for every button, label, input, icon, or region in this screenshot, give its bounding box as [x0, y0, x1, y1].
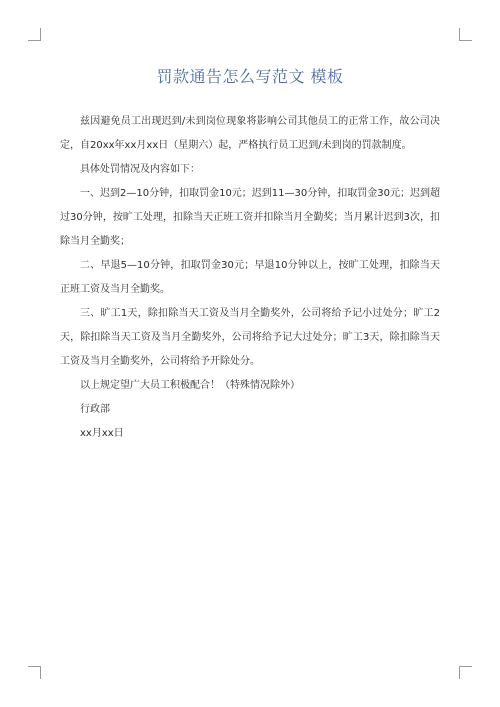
page-corner-mark-top-right: [459, 28, 472, 41]
signature-date: xx月xx日: [80, 428, 124, 439]
paragraph-rule-early-leave: 二、早退5—10分钟，扣取罚金30元；早退10分钟以上，按旷工处理，扣除当天正班工资及当月全勤奖。: [60, 260, 440, 295]
page-corner-mark-bottom-left: [28, 666, 41, 679]
paragraph-intro: 兹因避免员工出现迟到/未到岗位现象将影响公司其他员工的正常工作，故公司决定，自20xx年xx月xx日（星期六）起，严格执行员工迟到/未到岗的罚款制度。: [60, 116, 440, 151]
paragraph-rule-late: 一、迟到2—10分钟，扣取罚金10元；迟到11—30分钟，扣取罚金30元；迟到超过30分钟，按旷工处理，扣除当天正班工资并扣除当月全勤奖；当月累计迟到3次，扣除当月全勤奖；: [60, 188, 440, 247]
document-title: 罚款通告怎么写范文 模板: [156, 67, 344, 86]
paragraph-details-heading: 具体处罚情况及内容如下：: [80, 164, 200, 175]
signature-department: 行政部: [80, 404, 110, 415]
document-body: [60, 110, 440, 446]
paragraph-closing: 以上规定望广大员工积极配合！（特殊情况除外）: [80, 380, 300, 391]
page-corner-mark-bottom-right: [459, 666, 472, 679]
page-corner-mark-top-left: [28, 28, 41, 41]
paragraph-rule-absence: 三、旷工1天，除扣除当天工资及当月全勤奖外，公司将给予记小过处分；旷工2天，除扣除当天工资及当月全勤奖外，公司将给予记大过处分；旷工3天，除扣除当天工资及当月全勤奖外，公司将给予开除处分。: [60, 308, 440, 367]
